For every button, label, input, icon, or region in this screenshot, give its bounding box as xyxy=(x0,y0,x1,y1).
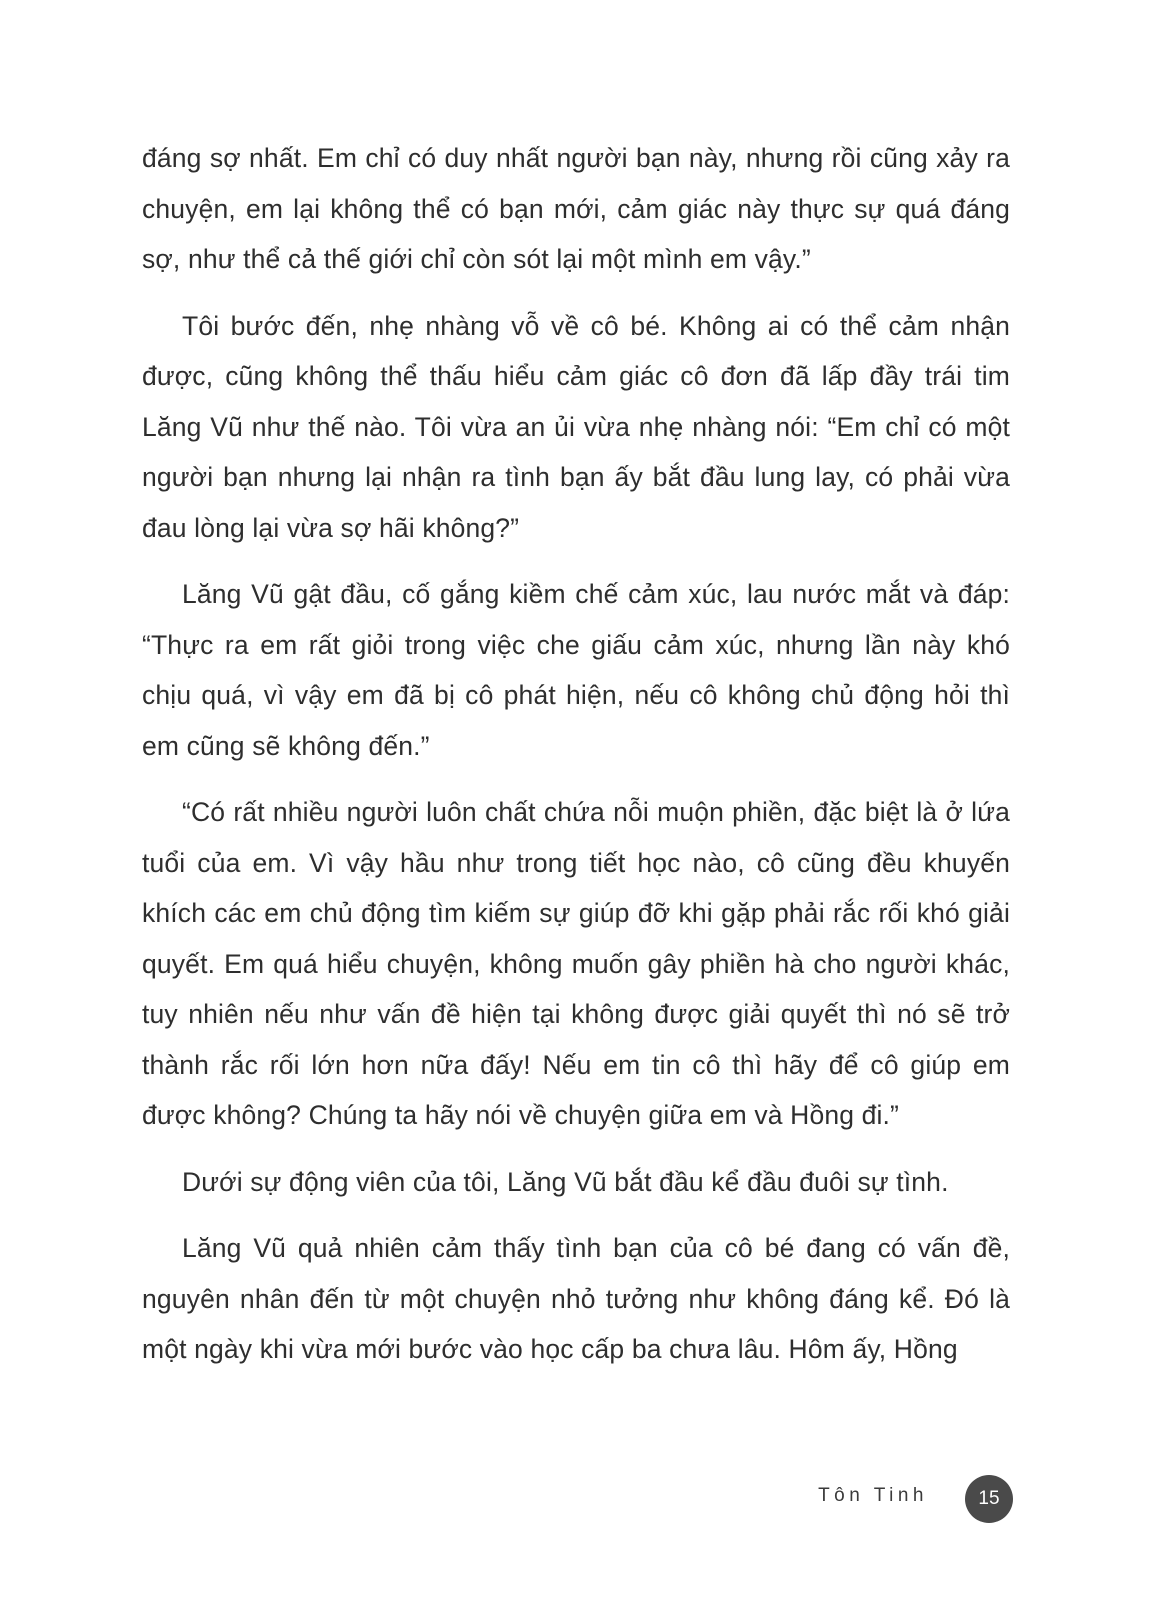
paragraph: Lăng Vũ gật đầu, cố gắng kiềm chế cảm xúc, lau nước mắt và đáp: “Thực ra em rất giỏi trong việc che giấu cảm xúc, nhưng lần này khó chịu quá, vì vậy em đã bị cô phát hiện, nếu cô không chủ động hỏi thì em cũng sẽ không đến.” xyxy=(142,579,1010,761)
page-footer xyxy=(0,1475,1166,1525)
paragraph: Dưới sự động viên của tôi, Lăng Vũ bắt đầu kể đầu đuôi sự tình. xyxy=(182,1166,949,1197)
paragraph: Tôi bước đến, nhẹ nhàng vỗ về cô bé. Không ai có thể cảm nhận được, cũng không thể thấu hiểu cảm giác cô đơn đã lấp đầy trái tim Lăng Vũ như thế nào. Tôi vừa an ủi vừa nhẹ nhàng nói: “Em chỉ có một người bạn nhưng lại nhận ra tình bạn ấy bắt đầu lung lay, có phải vừa đau lòng lại vừa sợ hãi không?” xyxy=(142,310,1010,543)
page-number-badge: 15 xyxy=(965,1475,1013,1523)
author-name: Tôn Tinh xyxy=(818,1485,928,1506)
paragraph: đáng sợ nhất. Em chỉ có duy nhất người bạn này, nhưng rồi cũng xảy ra chuyện, em lại không thể có bạn mới, cảm giác này thực sự quá đáng sợ, như thể cả thế giới chỉ còn sót lại một mình em vậy.” xyxy=(142,143,1010,274)
paragraph: Lăng Vũ quả nhiên cảm thấy tình bạn của cô bé đang có vấn đề, nguyên nhân đến từ một chuyện nhỏ tưởng như không đáng kể. Đó là một ngày khi vừa mới bước vào học cấp ba chưa lâu. Hôm ấy, Hồng xyxy=(142,1233,1010,1364)
page-body xyxy=(142,133,1010,1391)
paragraph: “Có rất nhiều người luôn chất chứa nỗi muộn phiền, đặc biệt là ở lứa tuổi của em. Vì vậy hầu như trong tiết học nào, cô cũng đều khuyến khích các em chủ động tìm kiếm sự giúp đỡ khi gặp phải rắc rối khó giải quyết. Em quá hiểu chuyện, không muốn gây phiền hà cho người khác, tuy nhiên nếu như vấn đề hiện tại không được giải quyết thì nó sẽ trở thành rắc rối lớn hơn nữa đấy! Nếu em tin cô thì hãy để cô giúp em được không? Chúng ta hãy nói về chuyện giữa em và Hồng đi.” xyxy=(142,797,1010,1130)
